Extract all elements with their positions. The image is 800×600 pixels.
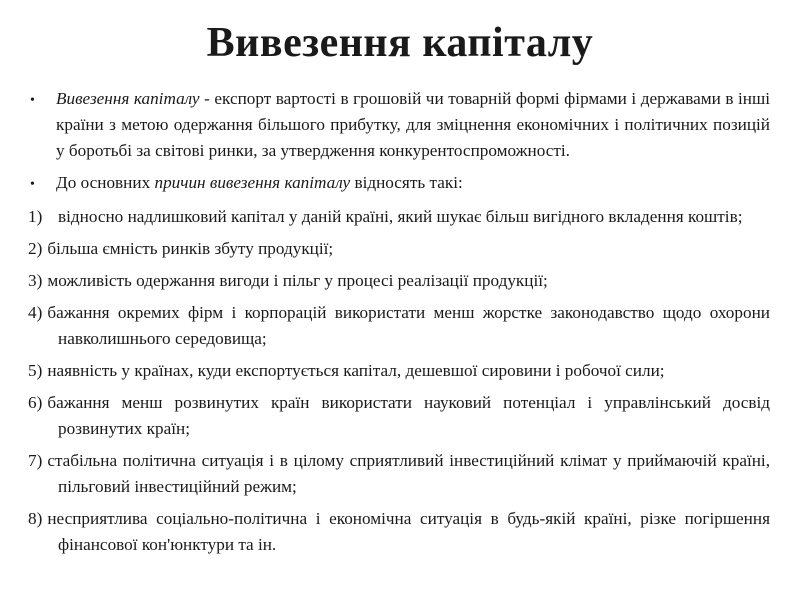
reason-text: можливість одержання вигоди і пільг у процесі реалізації продукції;: [47, 271, 548, 290]
reason-item-4: [28, 300, 770, 352]
reason-item-3: [28, 268, 770, 294]
bullet-definition: [28, 86, 770, 164]
definition-text: - експорт вартості в грошовій чи товарній формі фірмами і державами в інші країни з метою одержання більшого прибутку, для зміцнення економічних і політичних позицій у боротьбі за світові ринки, за утвердження конкурентоспроможності.: [56, 89, 770, 160]
reason-text: бажання менш розвинутих країн використати науковий потенціал і управлінський досвід розвинутих країн;: [47, 393, 770, 438]
reason-number: 3): [28, 271, 43, 290]
reason-item-1: [28, 204, 770, 230]
reason-text: наявність у країнах, куди експортується капітал, дешевшої сировини і робочої сили;: [47, 361, 665, 380]
reason-text: бажання окремих фірм і корпорацій використати менш жорстке законодавство щодо охорони навколишнього середовища;: [47, 303, 770, 348]
intro-before: До основних: [56, 173, 155, 192]
term-capital-export: Вивезення капіталу: [56, 89, 200, 108]
page-title: Вивезення капіталу: [206, 20, 594, 66]
reason-text: стабільна політична ситуація і в цілому сприятливий інвестиційний клімат у приймаючій країні, пільговий інвестиційний режим;: [47, 451, 770, 496]
slide-content: [28, 86, 770, 564]
reason-number: 5): [28, 361, 43, 380]
reason-number: 6): [28, 393, 43, 412]
bullet-text: [56, 86, 770, 164]
reason-item-8: [28, 506, 770, 558]
bullet-reasons-intro: [28, 170, 770, 198]
reason-text: відносно надлишковий капітал у даній країні, який шукає більш вигідного вкладення коштів;: [58, 207, 743, 226]
reason-number: 8): [28, 509, 43, 528]
reason-number: 4): [28, 303, 43, 322]
reason-item-2: [28, 236, 770, 262]
intro-after: відносять такі:: [350, 173, 463, 192]
bullet-text: [56, 170, 770, 198]
bullet-marker: [28, 86, 56, 164]
reason-number: 1): [28, 207, 43, 226]
bullet-marker: [28, 170, 56, 198]
reason-text: більша ємність ринків збуту продукції;: [47, 239, 334, 258]
reason-item-5: [28, 358, 770, 384]
reason-item-6: [28, 390, 770, 442]
reason-text: несприятлива соціально-політична і економічна ситуація в будь-якій країні, різке погіршення фінансової кон'юнктури та ін.: [47, 509, 770, 554]
reason-item-7: [28, 448, 770, 500]
term-reasons: причин вивезення капіталу: [154, 173, 351, 192]
reason-number: 2): [28, 239, 43, 258]
reason-number: 7): [28, 451, 43, 470]
